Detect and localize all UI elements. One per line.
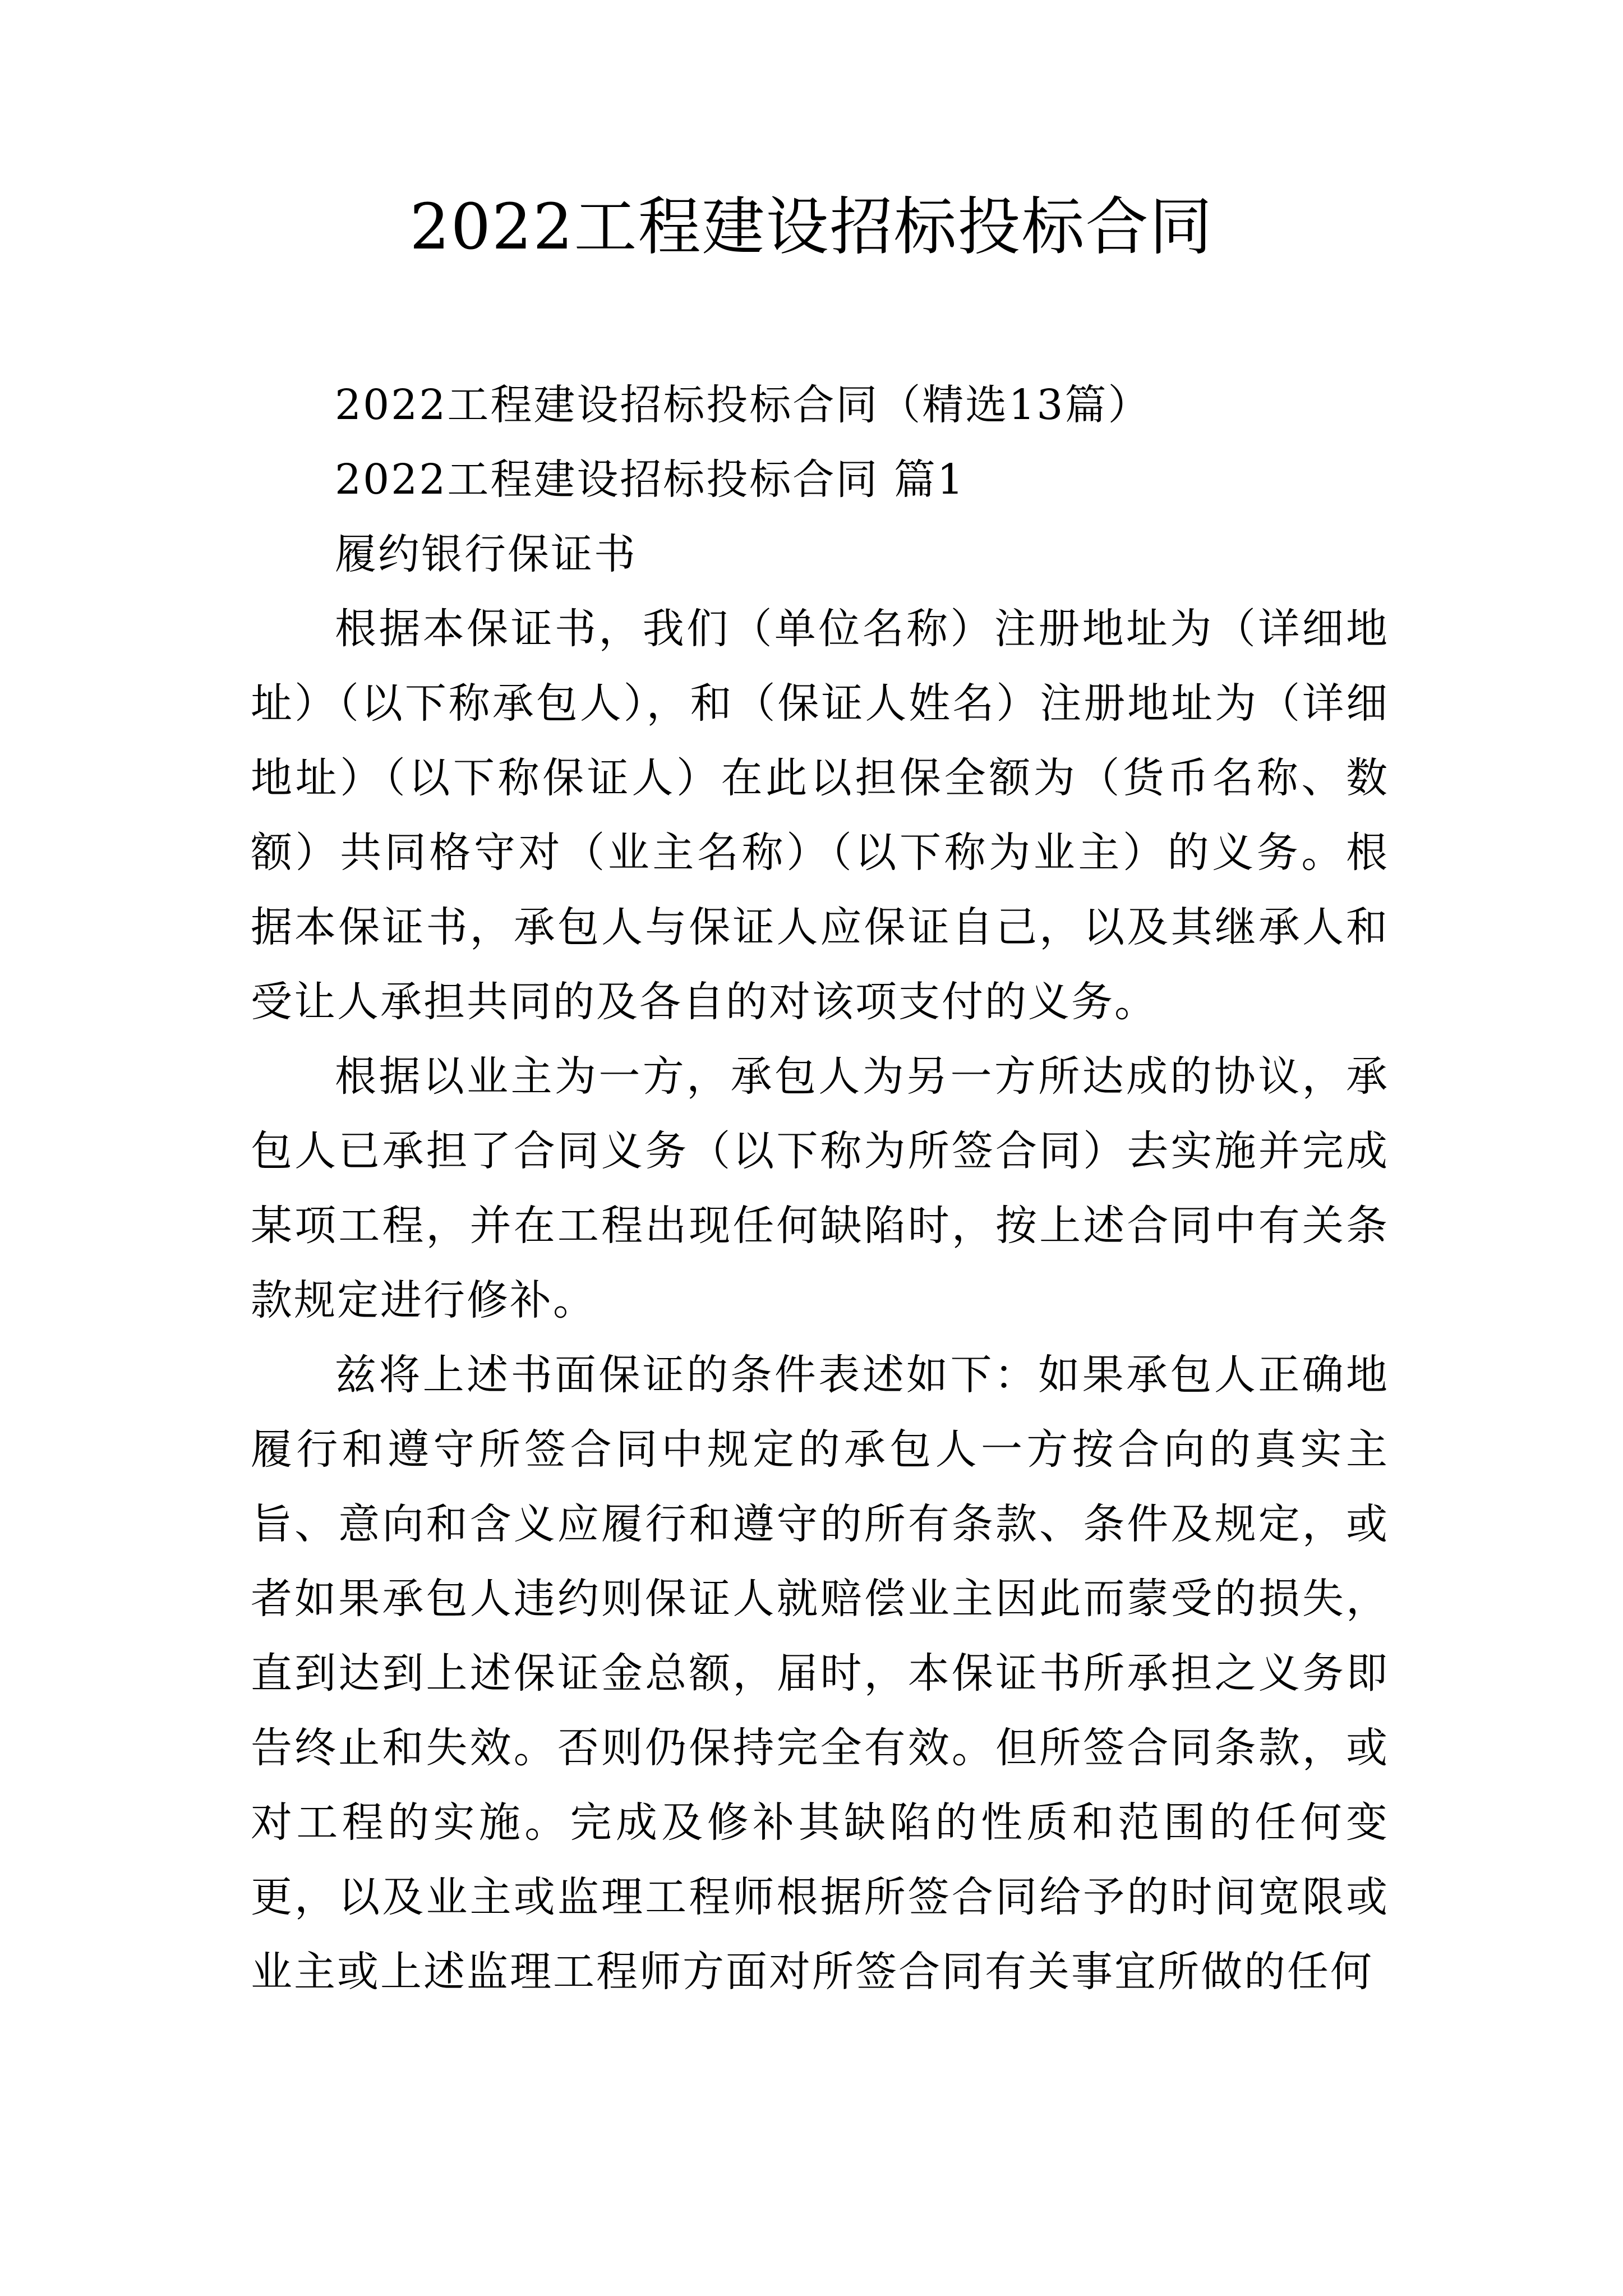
paragraph-section-heading: 2022工程建设招标投标合同 篇1 (335, 455, 965, 504)
document-title: 2022工程建设招标投标合同 (409, 191, 1214, 264)
paragraph-body: 根据本保证书，我们（单位名称）注册地址为（详细地址）（以下称承包人），和（保证人姓名）注册地址为（详细地址）（以下称保证人）在此以担保全额为（货币名称、数额）共同格守对（业主名称）（以下称为业主）的义务。根据本保证书，承包人与保证人应保证自己，以及其继承人和受让人承担共同的及各自的对该项支付的义务。 (251, 605, 1389, 1026)
paragraph-body: 兹将上述书面保证的条件表述如下：如果承包人正确地履行和遵守所签合同中规定的承包人一方按合向的真实主旨、意向和含义应履行和遵守的所有条款、条件及规定，或者如果承包人违约则保证人就赔偿业主因此而蒙受的损失，直到达到上述保证金总额，届时，本保证书所承担之义务即告终止和失效。否则仍保持完全有效。但所签合同条款，或对工程的实施。完成及修补其缺陷的性质和范围的任何变更，以及业主或监理工程师根据所签合同给予的时间宽限或业主或上述监理工程师方面对所签合同有关事宜所做的任何 (251, 1351, 1389, 1996)
paragraph-body: 根据以业主为一方，承包人为另一方所达成的协议，承包人已承担了合同义务（以下称为所签合同）去实施并完成某项工程，并在工程出现任何缺陷时，按上述合同中有关条款规定进行修补。 (251, 1052, 1389, 1324)
document-body (251, 368, 1389, 2009)
paragraph-document-name: 履约银行保证书 (335, 530, 637, 578)
paragraph-subtitle: 2022工程建设招标投标合同（精选13篇） (335, 381, 1151, 429)
